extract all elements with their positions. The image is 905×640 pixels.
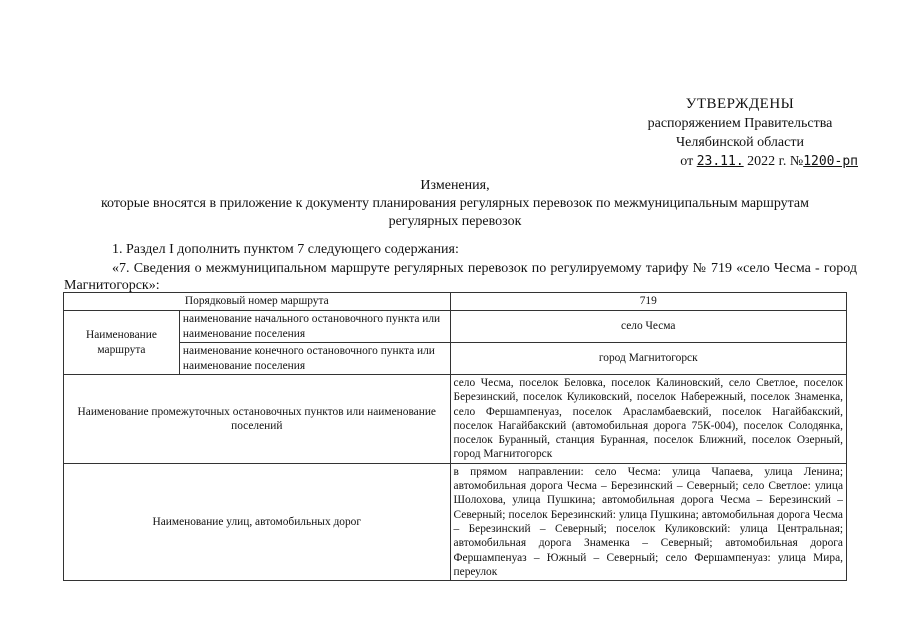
approval-line-1: распоряжением Правительства [647,116,833,131]
date-value: 23.11. [696,154,744,169]
end-point-value: город Магнитогорск [450,343,846,375]
approval-line-2: Челябинской области [676,135,804,150]
approval-heading: УТВЕРЖДЕНЫ [685,96,795,112]
approval-stamp [620,95,860,171]
table-row [64,293,847,311]
table-row [64,343,847,375]
document-number: 1200-рп [803,154,858,169]
document-title [40,177,870,231]
title-line-3: регулярных перевозок [388,214,522,229]
approval-date-line [620,152,860,171]
streets-value: в прямом направлении: село Чесма: улица Чапаева, улица Ленина; автомобильная дорога Чесма – Березинский – Северный; село Светлое: улица Шолохова, улица Пушкина; автомобильная дорога Чесма – Березинский – Северный; поселок Березинский: улица Пушкина; автомобильная дорога Чесма – Березинский – Северный; поселок Куликовский: улица Центральная; автомобильная дорога Знаменка – Северный; автомобильная дорога Фершампенуаз – Южный – Северный; село Фершампенуаз: улица Мира, переулок [450,463,846,580]
route-name-label: Наименование маршрута [64,311,180,375]
date-year: 2022 г. № [747,154,804,169]
end-point-label: наименование конечного остановочного пункта или наименование поселения [179,343,450,375]
table-row [64,375,847,464]
paragraph-2: «7. Сведения о межмуниципальном маршруте регулярных перевозок по регулируемому тарифу № 719 «село Чесма - город Магнитогорск»: [64,261,857,293]
intermediate-stops-label: Наименование промежуточных остановочных пунктов или наименование поселений [64,375,451,464]
route-number-value: 719 [450,293,846,311]
title-line-1: Изменения, [420,178,490,193]
start-point-label: наименование начального остановочного пункта или наименование поселения [179,311,450,343]
paragraph-1: 1. Раздел I дополнить пунктом 7 следующего содержания: [112,242,459,257]
route-table [63,292,847,581]
intermediate-stops-value: село Чесма, поселок Беловка, поселок Калиновский, село Светлое, поселок Березинский, поселок Куликовский, поселок Набережный, поселок Знаменка, село Фершампенуаз, поселок Арасламбаевский, поселок Нагайбакский, поселок Нагайбакский (автомобильная дорога 75К-004), поселок Солодянка, поселок Буранный, станция Буранная, поселок Ближний, поселок Озерный, город Магнитогорск [450,375,846,464]
date-prefix: от [680,154,694,169]
route-number-label: Порядковый номер маршрута [64,293,451,311]
streets-label: Наименование улиц, автомобильных дорог [64,463,451,580]
table-row [64,311,847,343]
start-point-value: село Чесма [450,311,846,343]
table-row [64,463,847,580]
title-line-2: которые вносятся в приложение к документу планирования регулярных перевозок по межмуниципальным маршрутам [100,196,810,211]
